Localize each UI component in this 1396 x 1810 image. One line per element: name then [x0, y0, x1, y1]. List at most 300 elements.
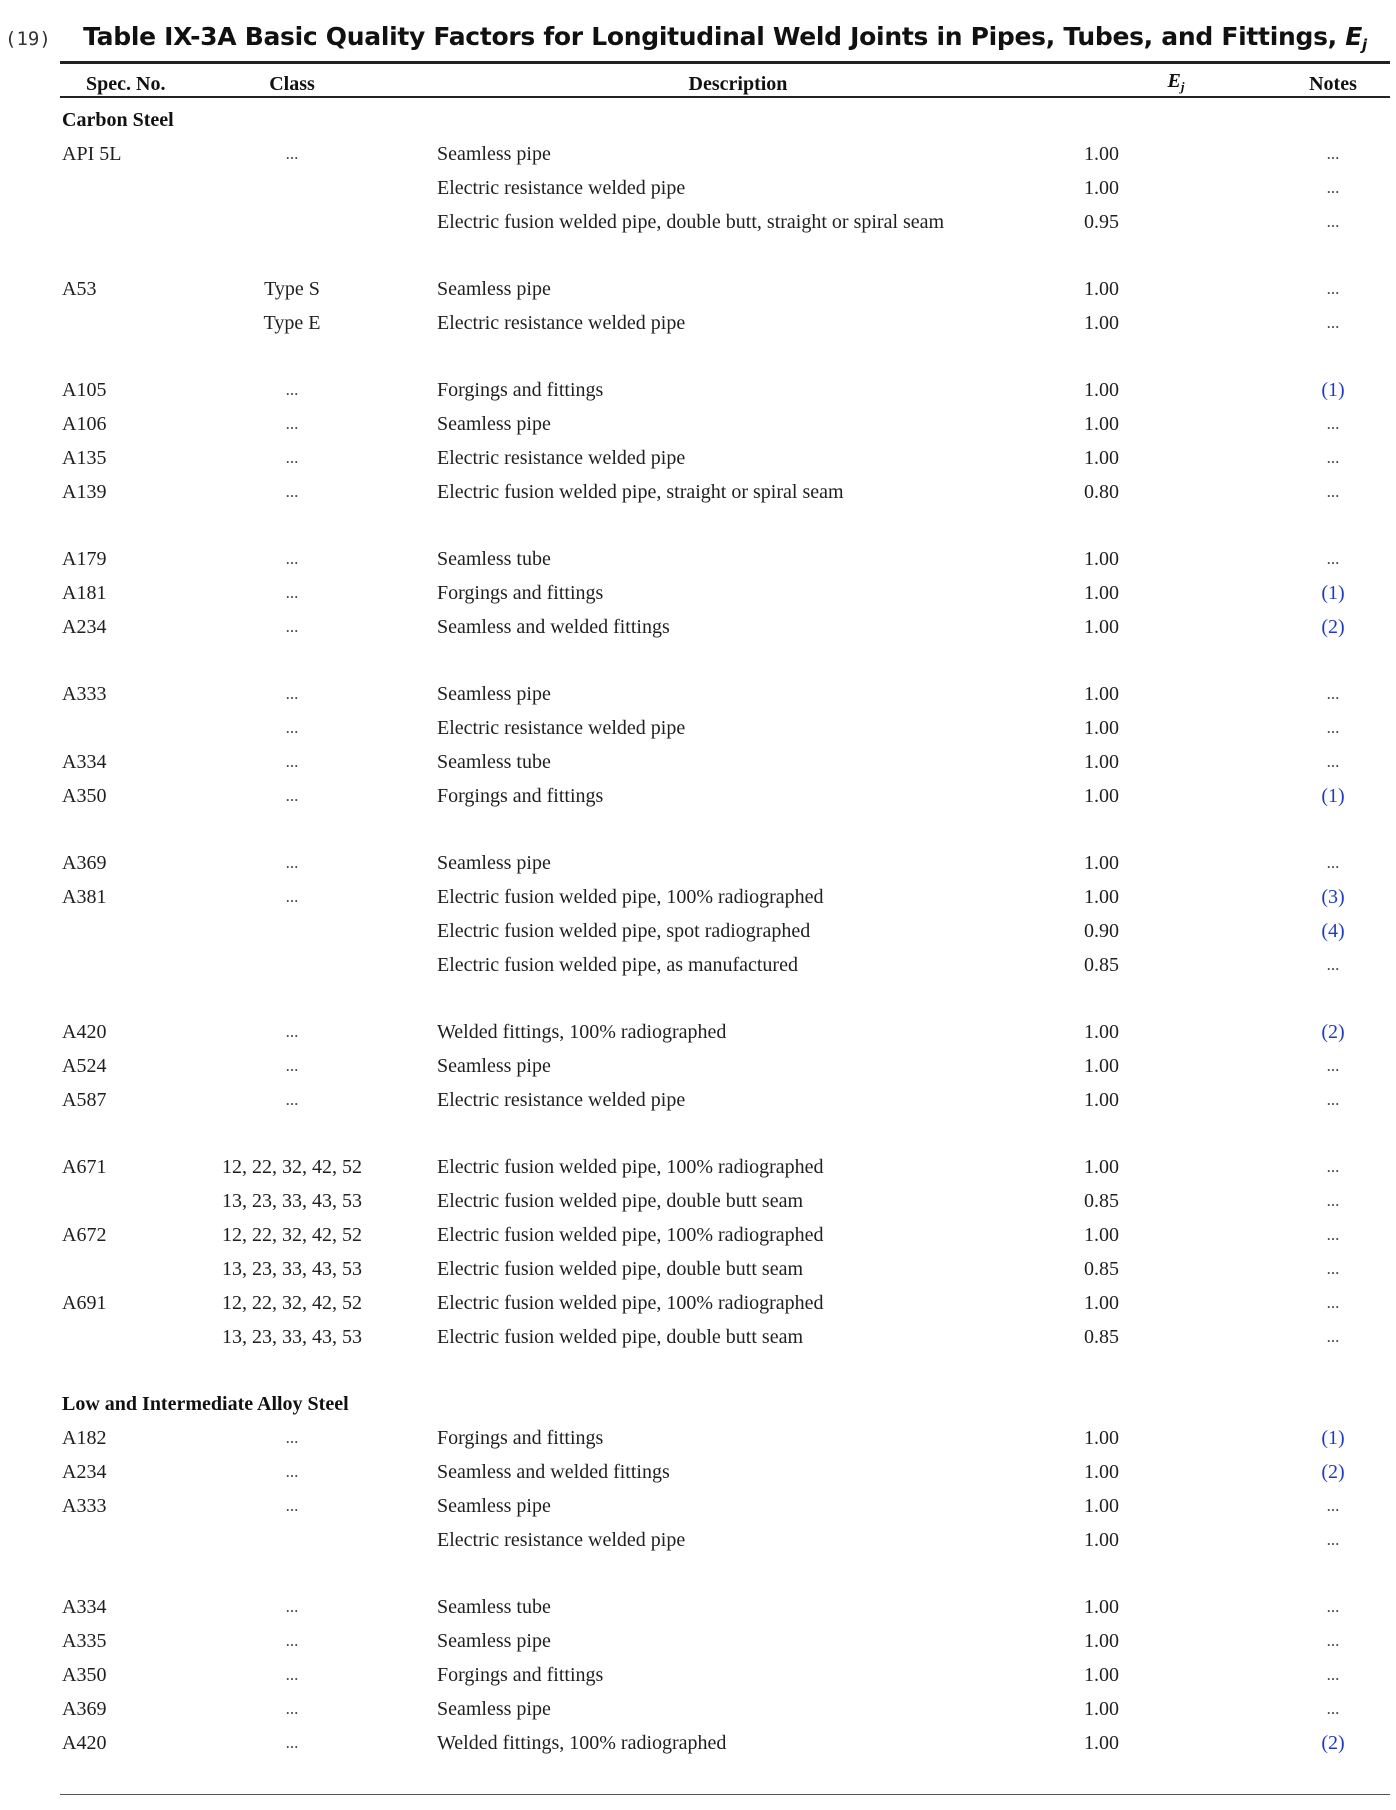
cell-notes: ... [1326, 1056, 1340, 1075]
cell-class: ... [285, 144, 299, 163]
cell-notes: ... [1326, 1259, 1340, 1278]
table-row [62, 137, 1388, 171]
table-row [62, 1083, 1388, 1117]
cell-gap [402, 1624, 437, 1658]
cell-ej-factor: 1.00 [1084, 413, 1119, 435]
cell-spec-no: A672 [62, 1224, 107, 1246]
cell-class: ... [285, 617, 299, 636]
cell-gap [402, 1726, 437, 1760]
cell-ej-factor: 0.85 [1084, 1326, 1119, 1348]
cell-spec-no [62, 948, 182, 982]
cell-gap [402, 1320, 437, 1354]
cell-class: 13, 23, 33, 43, 53 [222, 1258, 362, 1280]
cell-gap [402, 610, 437, 644]
cell-class: ... [285, 1462, 299, 1481]
top-rule [60, 61, 1390, 64]
cell-description: Electric fusion welded pipe, 100% radiographed [437, 1224, 824, 1246]
cell-class: ... [285, 1428, 299, 1447]
cell-ej-factor: 1.00 [1084, 1529, 1119, 1551]
table-row [62, 677, 1388, 711]
cell-spec-no: A333 [62, 683, 107, 705]
cell-description: Seamless and welded fittings [437, 616, 670, 638]
note-reference-link[interactable]: (2) [1321, 616, 1345, 638]
category-label: Low and Intermediate Alloy Steel [62, 1393, 349, 1415]
cell-gap [402, 948, 437, 982]
cell-gap [402, 542, 437, 576]
table-row [62, 1320, 1388, 1354]
cell-spec-no: A105 [62, 379, 107, 401]
spacer-cell [62, 1354, 1388, 1387]
cell-class [182, 1523, 402, 1557]
cell-description: Electric fusion welded pipe, spot radiographed [437, 920, 811, 942]
cell-ej-factor: 1.00 [1084, 1732, 1119, 1754]
table-row [62, 1590, 1388, 1624]
cell-description: Electric resistance welded pipe [437, 717, 686, 739]
cell-ej-factor: 1.00 [1084, 379, 1119, 401]
cell-class: ... [285, 414, 299, 433]
cell-notes: ... [1326, 279, 1340, 298]
spacer-row [62, 644, 1388, 677]
note-reference-link[interactable]: (1) [1321, 1427, 1345, 1449]
cell-class: ... [285, 1597, 299, 1616]
cell-description: Electric fusion welded pipe, straight or spiral seam [437, 481, 844, 503]
cell-description: Electric fusion welded pipe, double butt seam [437, 1190, 804, 1212]
cell-ej-factor: 0.85 [1084, 1258, 1119, 1280]
cell-notes: ... [1326, 1699, 1340, 1718]
cell-class: Type S [264, 278, 320, 300]
cell-ej-factor: 1.00 [1084, 312, 1119, 334]
cell-gap [402, 1421, 437, 1455]
table-row [62, 1726, 1388, 1760]
cell-description: Electric resistance welded pipe [437, 447, 686, 469]
cell-spec-no: A335 [62, 1630, 107, 1652]
cell-spec-no: A181 [62, 582, 107, 604]
cell-gap [402, 1150, 437, 1184]
cell-description: Forgings and fittings [437, 379, 604, 401]
edition-mark: (19) [5, 28, 51, 50]
cell-description: Seamless pipe [437, 1495, 551, 1517]
spacer-row [62, 1117, 1388, 1150]
cell-spec-no: A139 [62, 481, 107, 503]
spacer-cell [62, 644, 1388, 677]
table-row [62, 1692, 1388, 1726]
cell-ej-factor: 1.00 [1084, 616, 1119, 638]
cell-notes: ... [1326, 684, 1340, 703]
cell-notes: ... [1326, 178, 1340, 197]
table-row [62, 407, 1388, 441]
cell-class: ... [285, 684, 299, 703]
cell-class: ... [285, 1733, 299, 1752]
cell-gap [402, 914, 437, 948]
cell-description: Electric fusion welded pipe, double butt, straight or spiral seam [437, 211, 945, 233]
cell-ej-factor: 1.00 [1084, 852, 1119, 874]
cell-ej-factor: 1.00 [1084, 278, 1119, 300]
cell-gap [402, 272, 437, 306]
cell-notes: ... [1326, 482, 1340, 501]
cell-description: Forgings and fittings [437, 1427, 604, 1449]
category-row [62, 103, 1388, 137]
cell-notes: ... [1326, 1225, 1340, 1244]
table-row [62, 1252, 1388, 1286]
cell-spec-no: A334 [62, 751, 107, 773]
cell-spec-no [62, 306, 182, 340]
cell-description: Electric fusion welded pipe, double butt seam [437, 1326, 804, 1348]
table-row [62, 1658, 1388, 1692]
cell-spec-no: A350 [62, 1664, 107, 1686]
table-row [62, 880, 1388, 914]
table-row [62, 610, 1388, 644]
cell-notes: ... [1326, 853, 1340, 872]
cell-spec-no [62, 1184, 182, 1218]
table-row [62, 779, 1388, 813]
cell-notes: ... [1326, 414, 1340, 433]
cell-spec-no: A234 [62, 616, 107, 638]
spacer-row [62, 340, 1388, 373]
table-row [62, 1015, 1388, 1049]
cell-notes: ... [1326, 1597, 1340, 1616]
cell-class: ... [285, 1022, 299, 1041]
table-row [62, 1523, 1388, 1557]
table-row [62, 306, 1388, 340]
bottom-rule [60, 1794, 1390, 1795]
cell-notes: ... [1326, 448, 1340, 467]
spacer-row [62, 813, 1388, 846]
cell-spec-no [62, 171, 182, 205]
cell-spec-no [62, 711, 182, 745]
spacer-row [62, 1354, 1388, 1387]
cell-spec-no: A369 [62, 852, 107, 874]
cell-gap [402, 1218, 437, 1252]
cell-class: 12, 22, 32, 42, 52 [222, 1292, 362, 1314]
cell-ej-factor: 1.00 [1084, 177, 1119, 199]
table-row [62, 1218, 1388, 1252]
cell-class: ... [285, 887, 299, 906]
cell-description: Seamless tube [437, 751, 551, 773]
table-row [62, 205, 1388, 239]
cell-description: Electric fusion welded pipe, 100% radiographed [437, 1156, 824, 1178]
cell-description: Forgings and fittings [437, 785, 604, 807]
cell-spec-no: A524 [62, 1055, 107, 1077]
cell-notes: ... [1326, 752, 1340, 771]
cell-spec-no: A587 [62, 1089, 107, 1111]
note-reference-link[interactable]: (4) [1321, 920, 1345, 942]
table-row [62, 1489, 1388, 1523]
note-reference-link[interactable]: (2) [1321, 1461, 1345, 1483]
cell-spec-no: A369 [62, 1698, 107, 1720]
cell-notes: ... [1326, 1293, 1340, 1312]
cell-description: Electric fusion welded pipe, 100% radiographed [437, 1292, 824, 1314]
cell-notes: ... [1326, 1191, 1340, 1210]
note-reference-link[interactable]: (2) [1321, 1021, 1345, 1043]
spacer-cell [62, 239, 1388, 272]
column-header-description: Description [688, 73, 788, 95]
table-row [62, 1049, 1388, 1083]
cell-gap [402, 137, 437, 171]
cell-class: ... [285, 853, 299, 872]
cell-gap [402, 576, 437, 610]
cell-ej-factor: 0.90 [1084, 920, 1119, 942]
cell-class: ... [285, 1090, 299, 1109]
cell-gap [402, 779, 437, 813]
cell-gap [402, 171, 437, 205]
cell-ej-factor: 1.00 [1084, 1495, 1119, 1517]
cell-notes: ... [1326, 1496, 1340, 1515]
cell-ej-factor: 1.00 [1084, 1292, 1119, 1314]
cell-spec-no: A334 [62, 1596, 107, 1618]
cell-gap [402, 1692, 437, 1726]
cell-ej-factor: 1.00 [1084, 447, 1119, 469]
cell-notes: ... [1326, 1157, 1340, 1176]
cell-spec-no [62, 1252, 182, 1286]
cell-description: Seamless pipe [437, 278, 551, 300]
table-row [62, 1624, 1388, 1658]
cell-ej-factor: 1.00 [1084, 1630, 1119, 1652]
cell-class: ... [285, 718, 299, 737]
cell-description: Electric resistance welded pipe [437, 177, 686, 199]
spacer-cell [62, 982, 1388, 1015]
cell-class: Type E [263, 312, 321, 334]
cell-spec-no [62, 1320, 182, 1354]
cell-gap [402, 407, 437, 441]
cell-gap [402, 441, 437, 475]
cell-spec-no: A420 [62, 1732, 107, 1754]
spacer-cell [62, 1117, 1388, 1150]
cell-spec-no: A182 [62, 1427, 107, 1449]
cell-notes: ... [1326, 313, 1340, 332]
cell-gap [402, 1049, 437, 1083]
cell-class [182, 914, 402, 948]
cell-ej-factor: 1.00 [1084, 1055, 1119, 1077]
spacer-cell [62, 813, 1388, 846]
table-row [62, 745, 1388, 779]
cell-notes: ... [1326, 212, 1340, 231]
cell-description: Seamless pipe [437, 683, 551, 705]
cell-description: Welded fittings, 100% radiographed [437, 1021, 727, 1043]
cell-ej-factor: 1.00 [1084, 1224, 1119, 1246]
note-reference-link[interactable]: (1) [1321, 785, 1345, 807]
cell-gap [402, 373, 437, 407]
cell-gap [402, 1658, 437, 1692]
table-row [62, 576, 1388, 610]
cell-ej-factor: 1.00 [1084, 548, 1119, 570]
column-header-ej-symbol: E [1167, 70, 1181, 92]
cell-notes: ... [1326, 144, 1340, 163]
spacer-cell [62, 1557, 1388, 1590]
cell-class [182, 205, 402, 239]
cell-spec-no: A691 [62, 1292, 107, 1314]
cell-ej-factor: 1.00 [1084, 1698, 1119, 1720]
cell-gap [402, 205, 437, 239]
cell-ej-factor: 1.00 [1084, 1089, 1119, 1111]
cell-gap [402, 677, 437, 711]
cell-ej-factor: 0.85 [1084, 1190, 1119, 1212]
cell-class [182, 171, 402, 205]
table-title-subscript: j [1362, 36, 1367, 54]
cell-ej-factor: 1.00 [1084, 1596, 1119, 1618]
cell-gap [402, 475, 437, 509]
cell-spec-no: A671 [62, 1156, 107, 1178]
cell-description: Electric resistance welded pipe [437, 312, 686, 334]
cell-notes: ... [1326, 1090, 1340, 1109]
column-header-class: Class [269, 73, 315, 95]
cell-description: Seamless tube [437, 1596, 551, 1618]
cell-notes: ... [1326, 1530, 1340, 1549]
cell-notes: ... [1326, 1631, 1340, 1650]
spacer-row [62, 509, 1388, 542]
cell-class: ... [285, 549, 299, 568]
cell-ej-factor: 1.00 [1084, 1427, 1119, 1449]
table-title-symbol: E [1345, 22, 1363, 51]
cell-notes: ... [1326, 718, 1340, 737]
cell-spec-no: A333 [62, 1495, 107, 1517]
cell-class: ... [285, 786, 299, 805]
cell-spec-no: A420 [62, 1021, 107, 1043]
cell-description: Seamless pipe [437, 413, 551, 435]
cell-description: Electric resistance welded pipe [437, 1529, 686, 1551]
cell-class: ... [285, 1631, 299, 1650]
table-row [62, 373, 1388, 407]
cell-gap [402, 711, 437, 745]
cell-class: 13, 23, 33, 43, 53 [222, 1190, 362, 1212]
cell-description: Seamless pipe [437, 1698, 551, 1720]
cell-class: ... [285, 583, 299, 602]
quality-factor-table [62, 103, 1388, 1760]
cell-gap [402, 1286, 437, 1320]
table-row [62, 1286, 1388, 1320]
cell-class: ... [285, 482, 299, 501]
cell-class: ... [285, 1699, 299, 1718]
cell-gap [402, 1015, 437, 1049]
cell-spec-no: A135 [62, 447, 107, 469]
cell-description: Welded fittings, 100% radiographed [437, 1732, 727, 1754]
table-row [62, 542, 1388, 576]
table-row [62, 846, 1388, 880]
table-row [62, 1455, 1388, 1489]
cell-description: Electric resistance welded pipe [437, 1089, 686, 1111]
cell-description: Electric fusion welded pipe, double butt seam [437, 1258, 804, 1280]
cell-gap [402, 1083, 437, 1117]
table-row [62, 475, 1388, 509]
table-row [62, 272, 1388, 306]
cell-gap [402, 1184, 437, 1218]
table-row [62, 441, 1388, 475]
cell-gap [402, 1489, 437, 1523]
column-header-notes: Notes [1309, 73, 1357, 95]
cell-spec-no: A234 [62, 1461, 107, 1483]
cell-class: 12, 22, 32, 42, 52 [222, 1156, 362, 1178]
spacer-cell [62, 340, 1388, 373]
cell-class: ... [285, 1496, 299, 1515]
cell-spec-no: A350 [62, 785, 107, 807]
cell-gap [402, 880, 437, 914]
cell-description: Seamless pipe [437, 852, 551, 874]
spacer-row [62, 239, 1388, 272]
cell-ej-factor: 1.00 [1084, 717, 1119, 739]
cell-description: Seamless pipe [437, 1055, 551, 1077]
cell-ej-factor: 1.00 [1084, 582, 1119, 604]
cell-spec-no: API 5L [62, 143, 122, 165]
note-reference-link[interactable]: (3) [1321, 886, 1345, 908]
table-row [62, 948, 1388, 982]
cell-class [182, 948, 402, 982]
cell-gap [402, 1455, 437, 1489]
cell-ej-factor: 0.95 [1084, 211, 1119, 233]
column-header-spec: Spec. No. [86, 73, 166, 95]
cell-class: ... [285, 1665, 299, 1684]
note-reference-link[interactable]: (1) [1321, 582, 1345, 604]
table-row [62, 1150, 1388, 1184]
cell-gap [402, 1252, 437, 1286]
cell-ej-factor: 0.85 [1084, 954, 1119, 976]
cell-ej-factor: 1.00 [1084, 143, 1119, 165]
cell-spec-no [62, 914, 182, 948]
cell-ej-factor: 1.00 [1084, 751, 1119, 773]
table-row [62, 171, 1388, 205]
spacer-row [62, 982, 1388, 1015]
cell-class: ... [285, 448, 299, 467]
table-row [62, 1184, 1388, 1218]
cell-class: ... [285, 752, 299, 771]
cell-spec-no: A381 [62, 886, 107, 908]
cell-spec-no: A53 [62, 278, 97, 300]
cell-notes: ... [1326, 549, 1340, 568]
cell-ej-factor: 1.00 [1084, 1156, 1119, 1178]
cell-class: ... [285, 1056, 299, 1075]
cell-ej-factor: 1.00 [1084, 1461, 1119, 1483]
cell-notes: ... [1326, 1327, 1340, 1346]
cell-description: Seamless and welded fittings [437, 1461, 670, 1483]
cell-ej-factor: 1.00 [1084, 1664, 1119, 1686]
header-rule [60, 96, 1390, 98]
cell-ej-factor: 1.00 [1084, 886, 1119, 908]
cell-class: ... [285, 380, 299, 399]
cell-description: Forgings and fittings [437, 582, 604, 604]
cell-gap [402, 745, 437, 779]
cell-spec-no [62, 205, 182, 239]
cell-description: Electric fusion welded pipe, 100% radiographed [437, 886, 824, 908]
spacer-row [62, 1557, 1388, 1590]
category-row [62, 1387, 1388, 1421]
note-reference-link[interactable]: (2) [1321, 1732, 1345, 1754]
cell-spec-no: A179 [62, 548, 107, 570]
cell-gap [402, 1590, 437, 1624]
cell-gap [402, 306, 437, 340]
cell-ej-factor: 1.00 [1084, 1021, 1119, 1043]
cell-ej-factor: 1.00 [1084, 785, 1119, 807]
spacer-cell [62, 509, 1388, 542]
note-reference-link[interactable]: (1) [1321, 379, 1345, 401]
cell-gap [402, 846, 437, 880]
cell-ej-factor: 0.80 [1084, 481, 1119, 503]
table-row [62, 711, 1388, 745]
category-label: Carbon Steel [62, 109, 174, 131]
cell-description: Seamless pipe [437, 143, 551, 165]
cell-class: 13, 23, 33, 43, 53 [222, 1326, 362, 1348]
cell-description: Seamless pipe [437, 1630, 551, 1652]
table-body [62, 103, 1388, 1760]
cell-spec-no: A106 [62, 413, 107, 435]
table-row [62, 1421, 1388, 1455]
table-title [60, 22, 1390, 54]
table-row [62, 914, 1388, 948]
cell-description: Electric fusion welded pipe, as manufactured [437, 954, 798, 976]
table-title-text: Table IX-3A Basic Quality Factors for Longitudinal Weld Joints in Pipes, Tubes, and Fittings, [83, 22, 1346, 51]
cell-gap [402, 1523, 437, 1557]
cell-description: Forgings and fittings [437, 1664, 604, 1686]
cell-description: Seamless tube [437, 548, 551, 570]
cell-spec-no [62, 1523, 182, 1557]
cell-notes: ... [1326, 955, 1340, 974]
